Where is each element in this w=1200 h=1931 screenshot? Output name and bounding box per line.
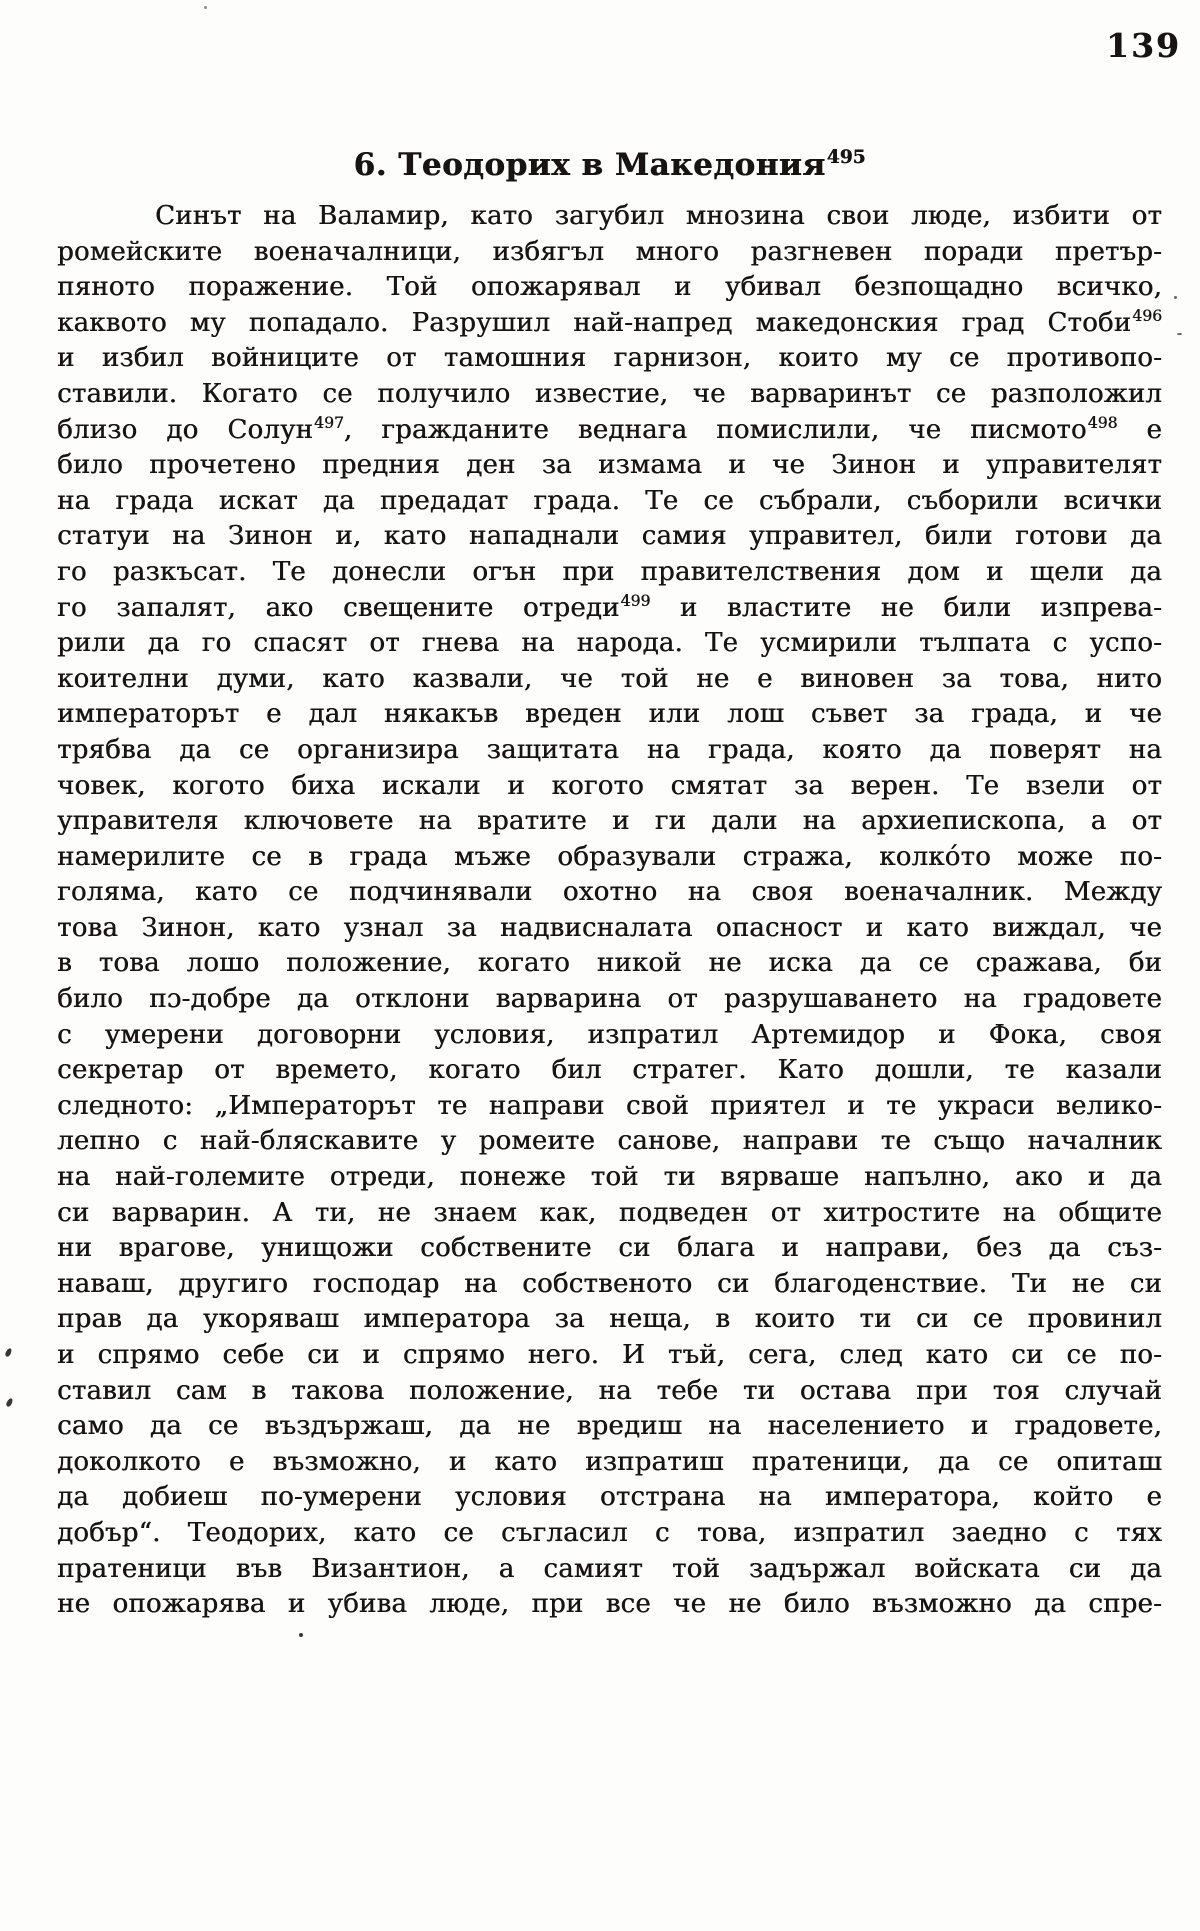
scan-speck <box>299 1633 303 1637</box>
text-line: статуи на Зинон и, като нападнали самия управител, били готови да <box>57 521 1162 552</box>
footnote-ref: 495 <box>826 147 866 169</box>
text-line: трябва да се организира защитата на града, която да поверят на <box>57 734 1162 765</box>
text-line: да добиеш по-умерени условия отстрана на императора, който е <box>57 1482 1162 1513</box>
text-line: намерилите се в града мъже образували стража, колкóто може по- <box>57 841 1162 872</box>
text-line: секретар от времето, когато бил стратег. Като дошли, те казали <box>57 1055 1162 1086</box>
scan-speck <box>204 6 207 9</box>
text-line: лепно с най-бляскавите у ромеите санове, направи те също началник <box>57 1126 1162 1157</box>
scan-speck <box>1174 296 1177 299</box>
text-line: това Зинон, като узнал за надвисналата опасност и като виждал, че <box>57 912 1162 943</box>
scan-speck <box>5 1397 14 1407</box>
text-line: ставили. Когато се получило известие, че варваринът се разположил <box>57 378 1162 409</box>
text-line: и спрямо себе си и спрямо него. И тъй, сега, след като си се по- <box>57 1340 1162 1370</box>
text-line: с умерени договорни условия, изпратил Артемидор и Фока, своя <box>57 1019 1162 1050</box>
text-line: го разкъсат. Те донесли огън при правителствения дом и щели да <box>57 556 1162 587</box>
text-line: следното: „Императорът те направи свой приятел и те украси велико- <box>57 1090 1162 1121</box>
text-line: Синът на Валамир, като загубил мнозина свои люде, избити от <box>155 201 1162 231</box>
text-line: било пɔ-добре да отклони варварина от разрушаването на градовете <box>57 984 1162 1015</box>
text-line: си варварин. А ти, не знаем как, подведен от хитростите на общите <box>57 1197 1162 1228</box>
text-line: било прочетено предния ден за измама и че Зинон и управителят <box>57 450 1162 481</box>
footnote-ref: 499 <box>620 591 651 610</box>
text-line: в това лошо положение, когато никой не иска да се сражава, би <box>57 948 1162 979</box>
page-number: 139 <box>1106 26 1181 65</box>
text-line: и избил войниците от тамошния гарнизон, които му се противопо- <box>57 343 1162 374</box>
scan-speck <box>4 1347 13 1357</box>
page-body <box>57 199 1162 1623</box>
text-line: само да се въздържаш, да не вредиш на населението и градовете, <box>57 1411 1162 1442</box>
text-line: на най-големите отреди, понеже той ти вярваше напълно, ако и да <box>57 1162 1162 1193</box>
footnote-ref: 497 <box>314 413 344 432</box>
text-line: пратеници във Византион, а самият той задържал войската си да <box>57 1553 1162 1584</box>
text-line: наваш, другиго господар на собственото си благоденствие. Ти не си <box>57 1268 1162 1299</box>
text-line: императорът е дал някакъв вреден или лош съвет за града, и че <box>57 699 1162 730</box>
text-line: човек, когото биха искали и когото смятат за верен. Те взели от <box>57 770 1162 801</box>
footnote-ref: 498 <box>1087 413 1118 432</box>
text-line: доколкото е възможно, и като изпратиш пратеници, да се опиташ <box>57 1446 1162 1477</box>
text-line: на града искат да предадат града. Те се събрали, съборили всички <box>57 485 1162 516</box>
text-line: пяното поражение. Той опожарявал и убивал безпощадно всичко, <box>57 272 1162 303</box>
footnote-ref: 496 <box>1132 307 1162 326</box>
text-line: коителни думи, като казвали, че той не е виновен за това, нито <box>57 663 1162 694</box>
text-line: управителя ключовете на вратите и ги дали на архиепископа, а от <box>57 806 1162 837</box>
text-line: близо до Солун$^{497}$, гражданите веднага помислили, че писмото$^{498}$ е <box>57 413 1162 445</box>
text-line: рили да го спасят от гнева на народа. Те усмирили тълпата с успо- <box>57 628 1162 659</box>
text-line: ромейските военачалници, избягъл много разгневен поради претър- <box>57 236 1162 267</box>
text-line: ни врагове, унищожи собствените си блага и направи, без да съз- <box>57 1233 1162 1264</box>
text-line: добър“. Теодорих, като се съгласил с това, изпратил заедно с тях <box>57 1517 1162 1548</box>
text-line: ставил сам в такова положение, на тебе ти остава при тоя случай <box>57 1375 1162 1406</box>
text-line: не опожарява и убива люде, при все че не било възможно да спре- <box>57 1589 1162 1620</box>
scan-speck <box>1177 333 1182 335</box>
text-line: прав да укоряваш императора за неща, в които ти си се провинил <box>57 1304 1162 1335</box>
text-line: го запалят, ако свещените отреди$^{499}$ и властите не били изпрева- <box>57 591 1162 623</box>
section-heading: 6. Теодорих в Македония$^{495}$ <box>353 146 866 183</box>
text-line: каквото му попадало. Разрушил най-напред македонския град Стоби$^{496}$ <box>57 307 1162 338</box>
text-line: голяма, като се подчинявали охотно на своя военачалник. Между <box>57 877 1162 908</box>
